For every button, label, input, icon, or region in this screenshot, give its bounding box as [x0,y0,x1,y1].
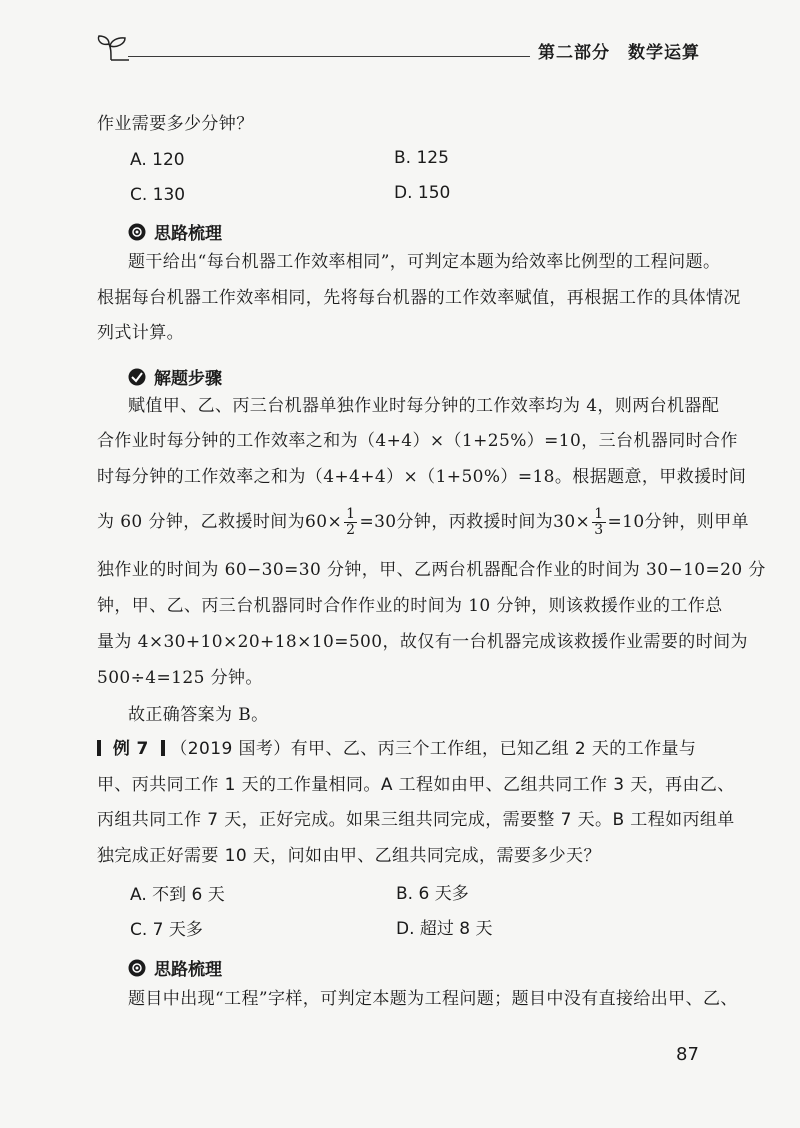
example-line-4: 独完成正好需要 10 天，问如由甲、乙组共同完成，需要多少天？ [97,846,601,866]
sec2-fraction-line [97,504,749,540]
example-line-1: （2019 国考）有甲、乙、丙三个工作组，已知乙组 2 天的工作量与 [170,739,697,759]
example-first-line [97,737,696,761]
fraction-numerator: 1 [594,506,604,522]
example-label: 例 7 [112,739,149,759]
fraction-line-part-1: 为 60 分钟，乙救援时间为60× [97,512,343,532]
fraction-one-half [344,507,357,538]
fraction-numerator: 1 [346,506,356,522]
sprout-icon [95,34,129,62]
example-option-c: C. 7 天多 [130,920,203,940]
sec1-line-1: 题干给出“每台机器工作效率相同”，可判定本题为给效率比例型的工程问题。 [128,252,721,272]
sec2-line-1: 赋值甲、乙、丙三台机器单独作业时每分钟的工作效率均为 4，则两台机器配 [128,396,720,416]
sec1-line-3: 列式计算。 [97,323,184,343]
option-c: C. 130 [130,185,186,205]
fraction-one-third [592,507,605,538]
header-title: 第二部分 数学运算 [538,43,700,63]
example-line-3: 丙组共同工作 7 天，正好完成。如果三组共同完成，需要整 7 天。B 工程如丙组单 [97,810,735,830]
gear-icon [128,959,146,977]
question-tail: 作业需要多少分钟？ [97,114,254,134]
check-icon [128,368,146,386]
section-heading-steps [128,364,222,389]
sec2-line-4: 独作业的时间为 60−30=30 分钟，甲、乙两台机器配合作业的时间为 30−10=20 分 [97,560,766,580]
section-heading-approach [128,219,222,244]
sec2-line-6: 量为 4×30+10×20+18×10=500，故仅有一台机器完成该救援作业需要的时间为 [97,632,748,652]
fraction-denominator: 2 [346,522,356,538]
option-b: B. 125 [394,148,449,168]
section-heading-text: 解题步骤 [154,369,222,389]
sec2-line-2: 合作业时每分钟的工作效率之和为（4+4）×（1+25%）=10，三台机器同时合作 [97,431,738,451]
header-rule [128,56,530,57]
option-d: D. 150 [394,183,451,203]
label-bar-left [97,740,101,756]
option-a: A. 120 [130,150,185,170]
section-heading-text: 思路梳理 [154,960,222,980]
fraction-line-part-3: =10分钟，则甲单 [607,512,749,532]
sec2-line-3: 时每分钟的工作效率之和为（4+4+4）×（1+50%）=18。根据题意，甲救援时间 [97,467,747,487]
sec2-line-7: 500÷4=125 分钟。 [97,668,263,688]
example-option-d: D. 超过 8 天 [396,919,493,939]
example-option-a: A. 不到 6 天 [130,885,225,905]
fraction-denominator: 3 [594,522,604,538]
sec2-line-5: 钟，甲、乙、丙三台机器同时合作作业的时间为 10 分钟，则该救援作业的工作总 [97,596,723,616]
label-bar-right [161,740,165,756]
answer-line: 故正确答案为 B。 [128,705,269,725]
section-heading-approach-2 [128,955,222,980]
sec3-line-1: 题目中出现“工程”字样，可判定本题为工程问题；题目中没有直接给出甲、乙、 [128,989,738,1009]
page-number: 87 [676,1044,699,1065]
sec1-line-2: 根据每台机器工作效率相同，先将每台机器的工作效率赋值，再根据工作的具体情况 [97,288,741,308]
fraction-line-part-2: =30分钟，丙救援时间为30× [359,512,591,532]
gear-icon [128,223,146,241]
section-heading-text: 思路梳理 [154,224,222,244]
example-line-2: 甲、丙共同工作 1 天的工作量相同。A 工程如由甲、乙组共同工作 3 天，再由乙、 [97,775,735,795]
example-option-b: B. 6 天多 [396,884,469,904]
